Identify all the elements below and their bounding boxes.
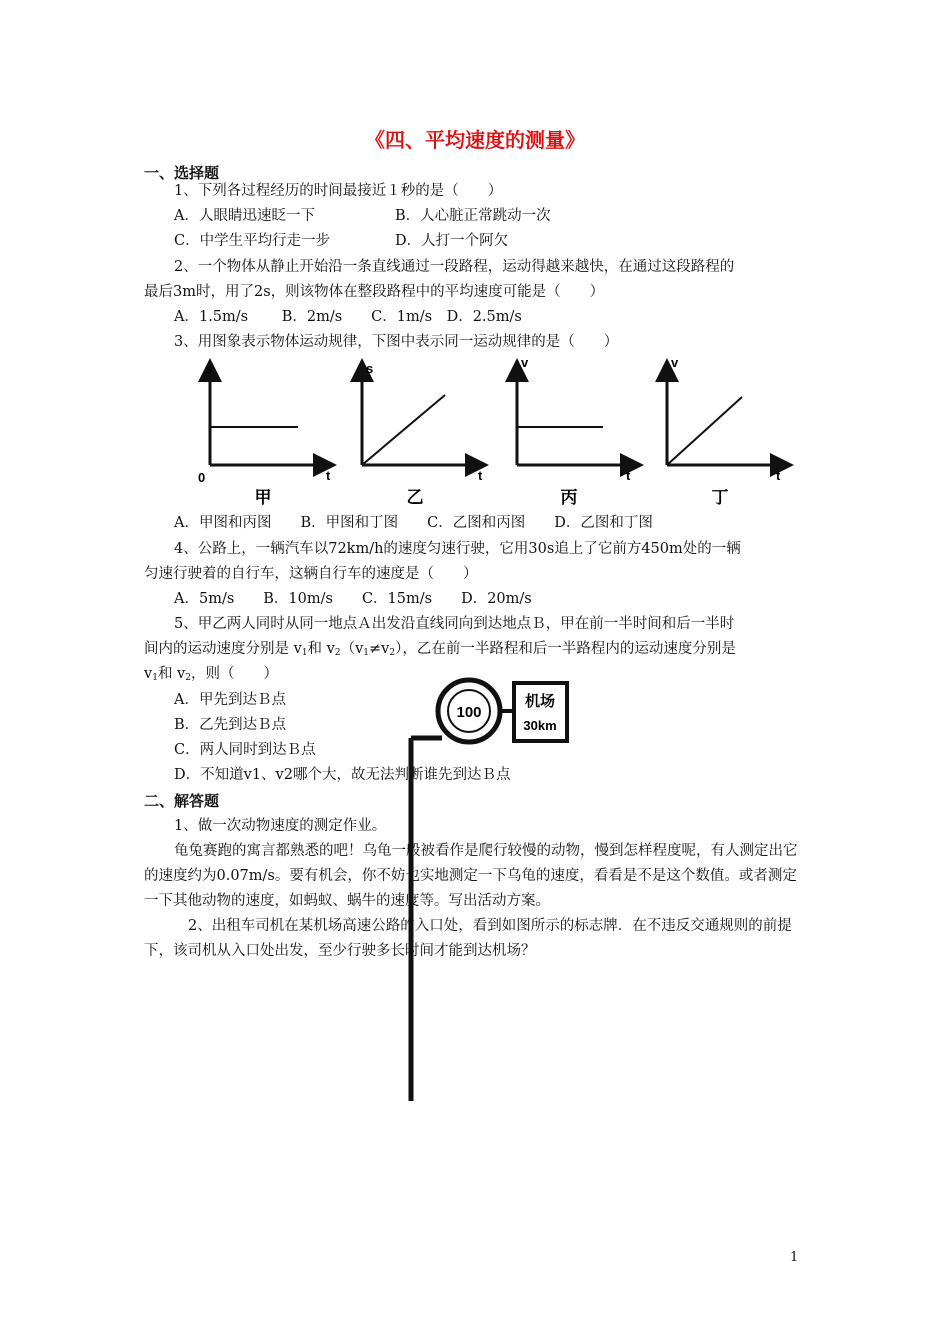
graph-yi-ylabel: s: [366, 361, 374, 376]
graph-ding-caption: 丁: [711, 488, 729, 508]
a1-stem: 1、做一次动物速度的测定作业。: [174, 818, 387, 834]
highway-sign-figure: [400, 668, 570, 1108]
q1-option-c: C．中学生平均行走一步: [174, 233, 331, 249]
a2-paragraph: 2、出租车司机在某机场高速公路的入口处，看到如图所示的标志牌．在不违反交通规则的前提下，该司机从入口处出发，至少行驶多长时间才能到达机场？: [144, 918, 792, 959]
graph-yi: [362, 361, 483, 508]
graph-bing: [517, 355, 632, 508]
graph-yi-xlabel: t: [478, 468, 483, 483]
q5-stem-line1: 5、甲乙两人同时从同一地点Ａ出发沿直线同向到达地点Ｂ，甲在前一半时间和后一半时: [174, 616, 735, 632]
graph-jia: [198, 361, 331, 508]
section-heading-answer: 二、解答题: [144, 792, 220, 810]
q5-stem-line2: 间内的运动速度分别是 $v_1$和 $v_2(v_1\ne v_2)$，乙在前一半路程和后一半路程内的运动速度分别是: [144, 641, 736, 658]
q4-options: A．5m/s B．10m/s C．15m/s D．20m/s: [174, 591, 532, 607]
q2-stem-line1: 2、一个物体从静止开始沿一条直线通过一段路程，运动得越来越快，在通过这段路程的: [174, 259, 735, 275]
graph-ding-ylabel: v: [671, 355, 679, 370]
graph-bing-xlabel: t: [626, 468, 631, 483]
q3-options: A．甲图和丙图 B．甲图和丁图 C．乙图和丙图 D．乙图和丁图: [174, 515, 653, 531]
section-heading-choice: 一、选择题: [144, 164, 220, 182]
graph-bing-caption: 丙: [560, 488, 578, 508]
q2-options: A．1.5m/s B．2m/s C．1m/s D．2.5m/s: [174, 309, 522, 325]
a1-paragraph: 龟兔赛跑的寓言都熟悉的吧！乌龟一般被看作是爬行较慢的动物，慢到怎样程度呢，有人测定出它的速度约为0.07m/s。要有机会，你不妨也实地测定一下乌龟的速度，看看是不是这个数值。或者测定一下其他动物的速度，如蚂蚁、蜗牛的速度等。写出活动方案。: [144, 843, 798, 909]
q5-option-c: C．两人同时到达Ｂ点: [174, 742, 316, 758]
graph-jia-xlabel: t: [326, 468, 331, 483]
graph-jia-origin: 0: [198, 470, 206, 485]
q1-option-b: B．人心脏正常跳动一次: [395, 208, 551, 224]
graph-ding-xlabel: t: [776, 468, 781, 483]
distance-sign-destination: 机场: [524, 692, 556, 710]
q5-option-a: A．甲先到达Ｂ点: [174, 692, 286, 708]
page-title: 《四、平均速度的测量》: [365, 128, 585, 152]
q5-option-b: B．乙先到达Ｂ点: [174, 717, 287, 733]
graph-jia-ylabel: s: [205, 361, 213, 376]
q1-option-d: D．人打一个阿欠: [395, 233, 509, 249]
graph-yi-caption: 乙: [406, 488, 424, 508]
graph-ding: [667, 355, 782, 508]
distance-sign-distance: 30km: [523, 718, 557, 733]
q1-stem: 1、下列各过程经历的时间最接近１秒的是（ ）: [174, 183, 503, 199]
q2-stem-line2: 最后3m时，用了2s，则该物体在整段路程中的平均速度可能是（ ）: [144, 284, 605, 300]
q1-option-a: A．人眼睛迅速眨一下: [174, 208, 315, 224]
q4-stem-line2: 匀速行驶着的自行车，这辆自行车的速度是（ ）: [144, 566, 478, 582]
q5-stem-line3: $v_1$和 $v_2$，则（ ）: [144, 666, 278, 683]
graph-jia-caption: 甲: [254, 488, 272, 508]
graph-bing-ylabel: v: [521, 355, 529, 370]
q5-option-d: D．不知道v1、v2哪个大，故无法判断谁先到达Ｂ点: [174, 767, 511, 783]
page-number: 1: [790, 1250, 799, 1265]
motion-graphs-figure: [190, 355, 800, 515]
q4-stem-line1: 4、公路上，一辆汽车以72km/h的速度匀速行驶，它用30s追上了它前方450m处的一辆: [174, 541, 741, 557]
q3-stem: 3、用图象表示物体运动规律，下图中表示同一运动规律的是（ ）: [174, 334, 619, 350]
speed-limit-value: 100: [456, 704, 482, 721]
